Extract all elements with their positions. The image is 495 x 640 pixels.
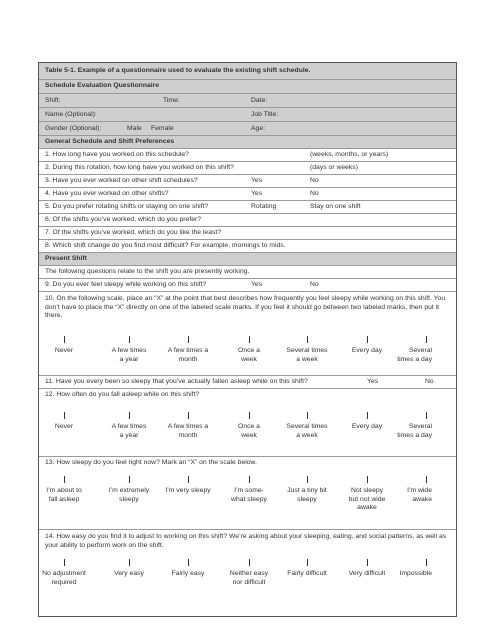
question-6: 6. Of the shifts you’ve worked, which do you prefer? bbox=[39, 213, 456, 226]
scale-label: Every day bbox=[351, 347, 383, 354]
scale-tick bbox=[188, 559, 189, 566]
scale-tick bbox=[64, 336, 65, 343]
scale-tick bbox=[129, 336, 130, 343]
date-label: Date: bbox=[251, 97, 268, 104]
scale-tick bbox=[426, 336, 427, 343]
scale-label: week bbox=[241, 355, 257, 363]
job-title-label: Job Title: bbox=[251, 111, 279, 118]
questionnaire-table bbox=[38, 62, 457, 617]
time-label: Time: bbox=[163, 97, 180, 104]
question-5-rotating: Rotating bbox=[251, 203, 277, 210]
scale-tick bbox=[307, 412, 308, 419]
question-4-yes: Yes bbox=[251, 190, 263, 197]
scale-tick bbox=[188, 412, 189, 419]
question-4-no: No bbox=[310, 190, 319, 197]
shift-time-date-row bbox=[39, 93, 456, 107]
question-8: 8. Which shift change do you find most difficult? For example, mornings to mids. bbox=[39, 239, 456, 252]
scale-tick bbox=[367, 559, 368, 566]
scale-tick bbox=[64, 412, 65, 419]
name-job-row bbox=[39, 107, 456, 121]
gender-age-row bbox=[39, 121, 456, 135]
question-14-text: 14. How easy do you find it to adjust to working on this shift? We’re asking about your sleeping, eating, and social patterns, as well as your ability to perform work on the shift. bbox=[45, 533, 447, 549]
scale-label: times a day bbox=[397, 431, 432, 439]
scale-label: Never bbox=[54, 347, 74, 354]
question-4 bbox=[39, 187, 456, 200]
scale-label: but not wide bbox=[348, 495, 386, 503]
scale-label: Once a bbox=[238, 347, 260, 354]
age-label: Age: bbox=[251, 125, 265, 132]
scale-label: Several bbox=[408, 347, 432, 354]
scale-tick bbox=[188, 336, 189, 343]
scale-label: I’m some- bbox=[234, 487, 264, 494]
scale-label: Impossible bbox=[399, 570, 432, 577]
scale-label: nor difficult bbox=[232, 578, 266, 586]
scale-label: A few times a bbox=[167, 423, 209, 430]
question-2 bbox=[39, 161, 456, 174]
question-11-yes: Yes bbox=[367, 378, 379, 385]
scale-label: Several times bbox=[286, 347, 328, 354]
question-12-text: 12. How often do you fall asleep while on this shift? bbox=[45, 391, 200, 398]
scale-label: week bbox=[241, 431, 257, 439]
scale-label: I’m extremely bbox=[108, 487, 150, 494]
question-9-no: No bbox=[310, 281, 319, 288]
question-3 bbox=[39, 174, 456, 187]
scale-tick bbox=[307, 476, 308, 483]
scale-label: I’m very sleepy bbox=[165, 487, 211, 494]
scale-tick bbox=[426, 559, 427, 566]
question-11-text: 11. Have you every been so sleepy that you’ve actually fallen asleep while on this shift? bbox=[45, 378, 308, 385]
scale-label: a week bbox=[296, 355, 318, 363]
scale-label: awake bbox=[357, 504, 377, 512]
question-9 bbox=[39, 278, 456, 291]
question-12-block bbox=[39, 388, 456, 456]
question-13-block bbox=[39, 456, 456, 529]
question-9-yes: Yes bbox=[251, 281, 263, 288]
scale-label: I’m about to bbox=[46, 487, 82, 494]
table-title: Table 5-1. Example of a questionnaire used to evaluate the existing shift schedule. bbox=[39, 63, 456, 79]
scale-label: awake bbox=[412, 495, 432, 503]
female-option: Female bbox=[151, 125, 174, 132]
question-2-answer: (days or weeks) bbox=[310, 164, 358, 171]
scale-label: Fairly easy bbox=[171, 570, 205, 577]
scale-tick bbox=[367, 336, 368, 343]
scale-label: No adjustment bbox=[42, 570, 86, 577]
question-7: 7. Of the shifts you’ve worked, which do you like the least? bbox=[39, 226, 456, 239]
question-11 bbox=[39, 375, 456, 388]
scale-label: Fairly difficult bbox=[287, 570, 327, 577]
scale-label: Several bbox=[408, 423, 432, 430]
section-intro: The following questions relate to the shift you are presently working. bbox=[39, 265, 456, 278]
scale-label: times a day bbox=[397, 355, 432, 363]
scale-tick bbox=[367, 476, 368, 483]
question-14-block bbox=[39, 529, 456, 617]
scale-tick bbox=[249, 412, 250, 419]
scale-label: what sleepy bbox=[231, 495, 267, 503]
section-general: General Schedule and Shift Preferences bbox=[39, 135, 456, 148]
scale-label: Neither easy bbox=[229, 570, 269, 577]
scale-label: A few times bbox=[111, 423, 147, 430]
scale-tick bbox=[307, 336, 308, 343]
scale-tick bbox=[426, 412, 427, 419]
questionnaire-heading: Schedule Evaluation Questionnaire bbox=[39, 79, 456, 93]
question-3-no: No bbox=[310, 177, 319, 184]
scale-label: fall asleep bbox=[48, 495, 80, 503]
male-option: Male bbox=[127, 125, 142, 132]
scale-label: Never bbox=[54, 423, 74, 430]
question-2-text: 2. During this rotation, how long have you worked on this shift? bbox=[45, 164, 234, 171]
scale-label: a year bbox=[119, 431, 139, 439]
scale-tick bbox=[129, 476, 130, 483]
scale-tick bbox=[64, 476, 65, 483]
question-13-text: 13. How sleepy do you feel right now? Mark an “X” on the scale below. bbox=[45, 459, 257, 466]
scale-label: a year bbox=[119, 355, 139, 363]
scale-tick bbox=[249, 559, 250, 566]
scale-tick bbox=[188, 476, 189, 483]
scale-label: Once a bbox=[238, 423, 260, 430]
scale-label: I’m wide bbox=[407, 487, 432, 494]
scale-label: month bbox=[178, 431, 198, 439]
question-11-no: No bbox=[425, 378, 434, 385]
question-1 bbox=[39, 148, 456, 161]
scale-tick bbox=[249, 476, 250, 483]
name-label: Name (Optional): bbox=[45, 111, 97, 118]
scale-label: Very easy bbox=[114, 570, 144, 577]
scale-label: Just a tiny bit bbox=[287, 487, 327, 494]
scale-tick bbox=[129, 412, 130, 419]
question-5-text: 5. Do you prefer rotating shifts or staying on one shift? bbox=[45, 203, 209, 210]
scale-tick bbox=[426, 476, 427, 483]
question-10-block bbox=[39, 291, 456, 375]
question-1-text: 1. How long have you worked on this schedule? bbox=[45, 151, 189, 158]
scale-label: Every day bbox=[351, 423, 383, 430]
question-5-stay: Stay on one shift bbox=[310, 203, 361, 210]
scale-label: Not sleepy bbox=[350, 487, 384, 494]
scale-tick bbox=[367, 412, 368, 419]
scale-label: month bbox=[178, 355, 198, 363]
question-10-text: 10. On the following scale, place an “X” at the point that best describes how frequently you feel sleepy while working on this shift. You don’t have to place the “X” directly on one of the labeled scale marks. If you feel it should go between two labeled marks, then put it there. bbox=[45, 295, 446, 320]
shift-label: Shift: bbox=[45, 97, 61, 104]
question-9-text: 9. Do you ever feel sleepy while working on this shift? bbox=[45, 281, 207, 288]
scale-label: required bbox=[51, 578, 77, 586]
scale-label: a week bbox=[296, 431, 318, 439]
scale-tick bbox=[64, 559, 65, 566]
scale-label: sleepy bbox=[119, 495, 139, 503]
question-5 bbox=[39, 200, 456, 213]
section-present-shift: Present Shift bbox=[39, 252, 456, 265]
scale-tick bbox=[307, 559, 308, 566]
scale-label: sleepy bbox=[297, 495, 317, 503]
scale-tick bbox=[129, 559, 130, 566]
scale-label: A few times bbox=[111, 347, 147, 354]
scale-label: Very difficult bbox=[348, 570, 386, 577]
scale-label: A few times a bbox=[167, 347, 209, 354]
question-3-yes: Yes bbox=[251, 177, 263, 184]
question-3-text: 3. Have you ever worked on other shift schedules? bbox=[45, 177, 198, 184]
scale-tick bbox=[249, 336, 250, 343]
gender-label: Gender (Optional): bbox=[45, 125, 102, 132]
question-1-answer: (weeks, months, or years) bbox=[310, 151, 389, 158]
question-4-text: 4. Have you ever worked on other shifts? bbox=[45, 190, 169, 197]
scale-label: Several times bbox=[286, 423, 328, 430]
